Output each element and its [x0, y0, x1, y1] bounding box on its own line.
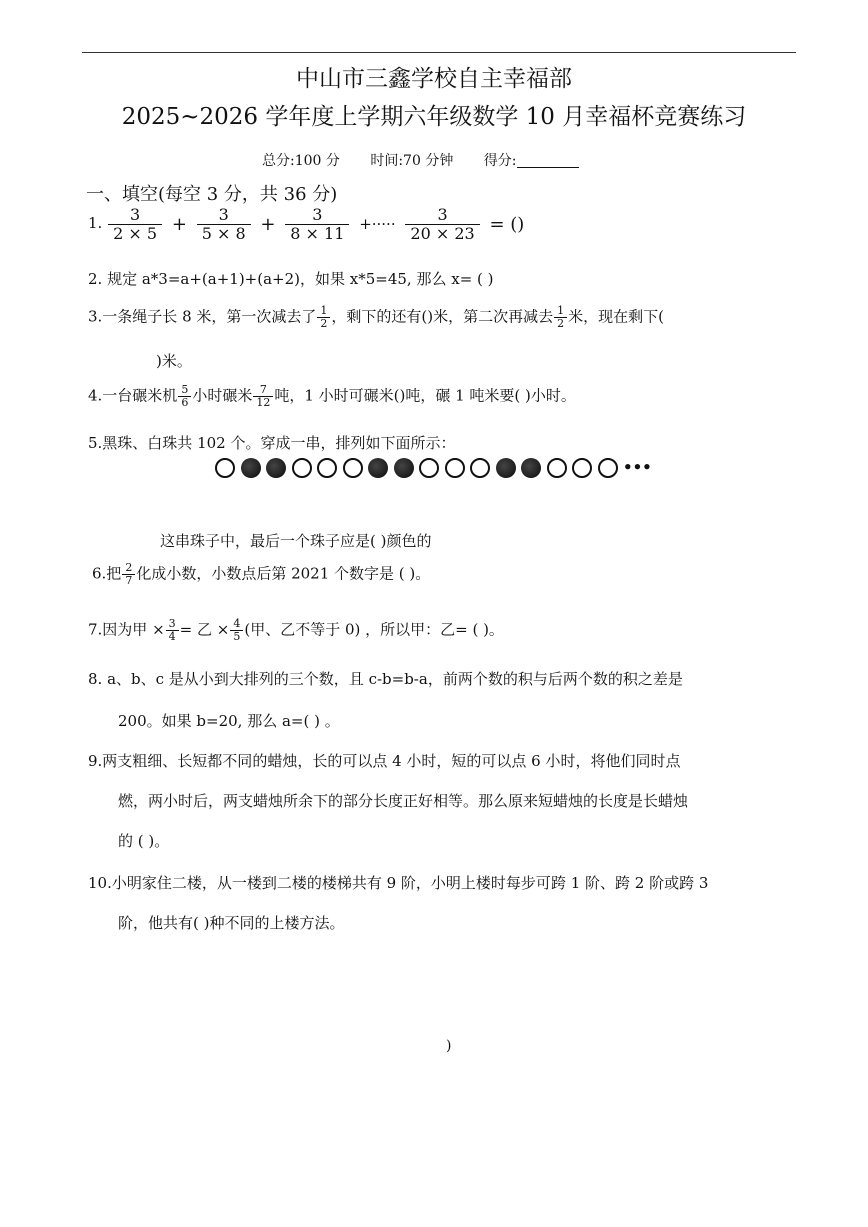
total-score: 总分:100 分 [262, 153, 340, 169]
question-6: 6.把 $\frac{2}{7}$ 化成小数，小数点后第 2021 个数字是 ( )。 [92, 561, 431, 588]
black-bead [266, 458, 286, 478]
q1-number: 1. [88, 214, 103, 233]
question-9: 9.两支粗细、长短都不同的蜡烛，长的可以点 4 小时，短的可以点 6 小时，将他们同时点 [88, 752, 681, 770]
question-3-cont: )米。 [156, 352, 192, 370]
question-8-cont: 200。如果 b=20, 那么 a=( ) 。 [118, 712, 340, 730]
score-blank [517, 153, 579, 168]
white-bead [292, 458, 312, 478]
white-bead [215, 458, 235, 478]
question-10-cont: 阶，他共有( )种不同的上楼方法。 [118, 914, 345, 932]
question-5-answer: 这串珠子中，最后一个珠子应是( )颜色的 [160, 532, 432, 550]
question-9-cont2: 的 ( )。 [118, 832, 170, 850]
school-name: 中山市三鑫学校自主幸福部 [296, 66, 572, 92]
black-bead [241, 458, 261, 478]
question-8: 8. a、b、c 是从小到大排列的三个数，且 c-b=b-a，前两个数的积与后两个数的积之差是 [88, 670, 683, 688]
stray-parenthesis: ) [446, 1038, 452, 1054]
question-3: 3.一条绳子长 8 米，第一次减去了 $\frac{1}{2}$ ，剩下的还有()米，第二次再减去 $\frac{1}{2}$ 米，现在剩下( [88, 304, 664, 331]
top-rule [82, 52, 796, 53]
exam-info [262, 150, 579, 170]
score-label: 得分: [483, 153, 517, 169]
question-2: 2. 规定 a*3=a+(a+1)+(a+2)，如果 x*5=45, 那么 x= ( ) [88, 270, 494, 288]
black-bead [496, 458, 516, 478]
white-bead [547, 458, 567, 478]
black-bead [394, 458, 414, 478]
white-bead [419, 458, 439, 478]
question-4: 4.一台碾米机 $\frac{5}{6}$ 小时碾米 $\frac{7}{12}$ 吨，1 小时可碾米()吨，碾 1 吨米要( )小时。 [88, 383, 576, 410]
section-heading: 一、填空(每空 3 分，共 36 分) [86, 184, 338, 205]
white-bead [470, 458, 490, 478]
white-bead [317, 458, 337, 478]
q1-fraction: $\frac{3}{2 \times 5}$ [108, 206, 162, 242]
question-10: 10.小明家住二楼，从一楼到二楼的楼梯共有 9 阶，小明上楼时每步可跨 1 阶、跨 2 阶或跨 3 [88, 874, 709, 892]
q1-fraction: $\frac{3}{8 \times 11}$ [285, 206, 349, 242]
bead-ellipsis: ••• [623, 458, 652, 476]
white-bead [343, 458, 363, 478]
white-bead [445, 458, 465, 478]
white-bead [572, 458, 592, 478]
black-bead [521, 458, 541, 478]
q1-fraction: $\frac{3}{5 \times 8}$ [197, 206, 251, 242]
question-7: 7.因为甲 × $\frac{3}{4}$ = 乙 × $\frac{4}{5}$ (甲、乙不等于 0) ，所以甲：乙= ( )。 [88, 617, 504, 644]
white-bead [598, 458, 618, 478]
question-1: 1. $\frac{3}{2 \times 5}$ + $\frac{3}{5 \times 8}$ + $\frac{3}{8 \times 11}$ +····· $\frac{3}{20 \times 23}$ = () [88, 205, 525, 243]
question-5: 5.黑珠、白珠共 102 个。穿成一串，排列如下面所示： [88, 434, 456, 452]
question-9-cont: 燃，两小时后，两支蜡烛所余下的部分长度正好相等。那么原来短蜡烛的长度是长蜡烛 [118, 792, 689, 810]
exam-title: 2025~2026 学年度上学期六年级数学 10 月幸福杯竞赛练习 [121, 104, 747, 130]
q1-fraction: $\frac{3}{20 \times 23}$ [405, 206, 479, 242]
time-limit: 时间:70 分钟 [370, 153, 454, 169]
black-bead [368, 458, 388, 478]
